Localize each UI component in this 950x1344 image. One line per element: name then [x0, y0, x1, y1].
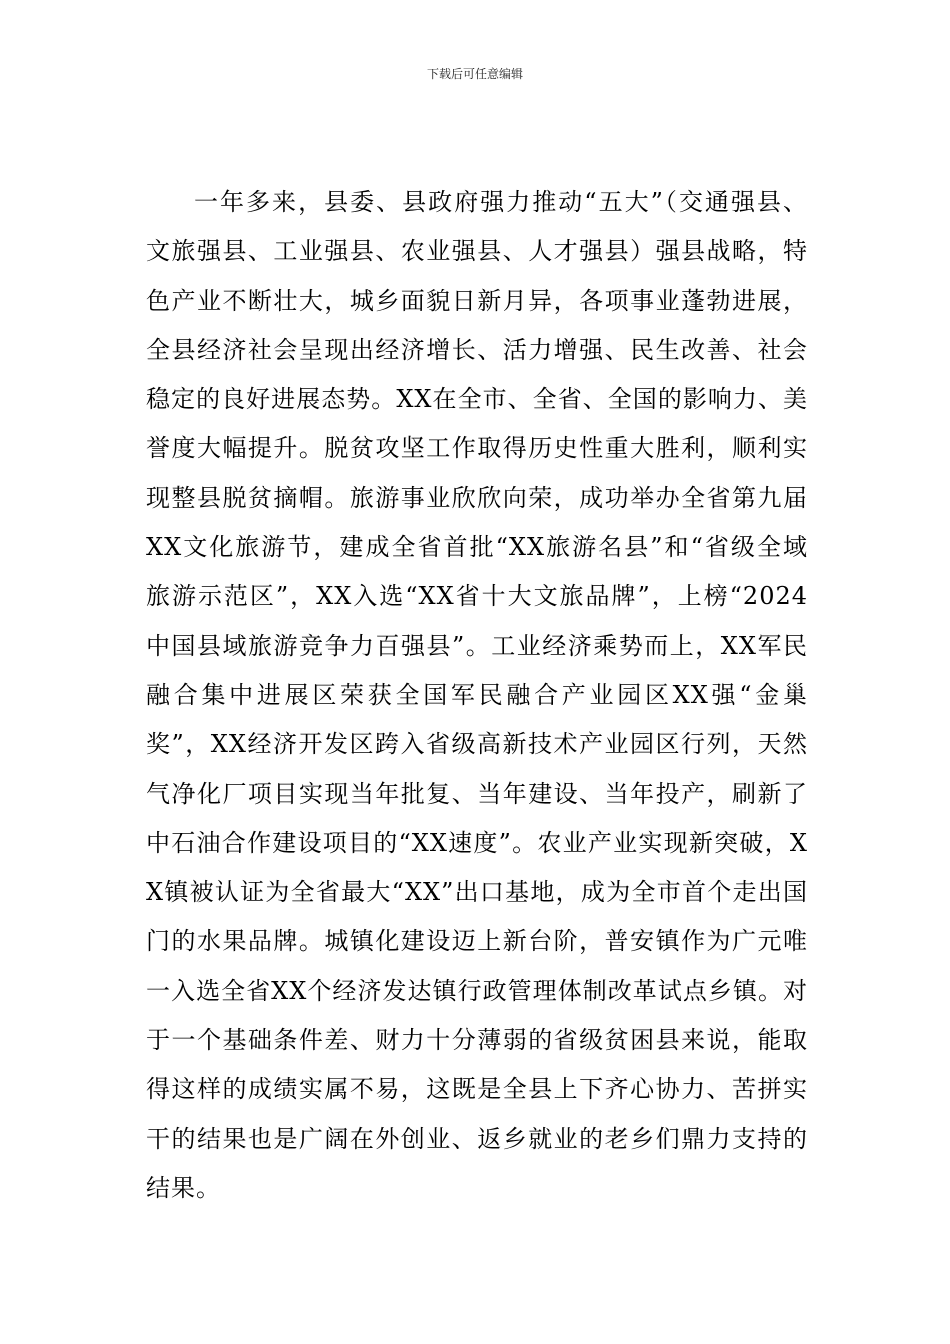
body-paragraph: 一年多来，县委、县政府强力推动“五大”（交通强县、文旅强县、工业强县、农业强县、人才强县）强县战略，特色产业不断壮大，城乡面貌日新月异，各项事业蓬勃进展，全县经济社会呈现出经济增长、活力增强、民生改善、社会稳定的良好进展态势。XX在全市、全省、全国的影响力、美誉度大幅提升。脱贫攻坚工作取得历史性重大胜利，顺利实现整县脱贫摘帽。旅游事业欣欣向荣，成功举办全省第九届XX文化旅游节，建成全省首批“XX旅游名县”和“省级全域旅游示范区”，XX入选“XX省十大文旅品牌”，上榜“2024中国县域旅游竞争力百强县”。工业经济乘势而上，XX军民融合集中进展区荣获全国军民融合产业园区XX强“金巢奖”，XX经济开发区跨入省级高新技术产业园区行列，天然气净化厂项目实现当年批复、当年建设、当年投产，刷新了中石油合作建设项目的“XX速度”。农业产业实现新突破，XX镇被认证为全省最大“XX”出口基地，成为全市首个走出国门的水果品牌。城镇化建设迈上新台阶，普安镇作为广元唯一入选全省XX个经济发达镇行政管理体制改革试点乡镇。对于一个基础条件差、财力十分薄弱的省级贫困县来说，能取得这样的成绩实属不易，这既是全县上下齐心协力、苦拼实干的结果也是广阔在外创业、返乡就业的老乡们鼎力支持的结果。 [146, 188, 808, 1202]
header-note: 下载后可任意编辑 [426, 67, 523, 81]
